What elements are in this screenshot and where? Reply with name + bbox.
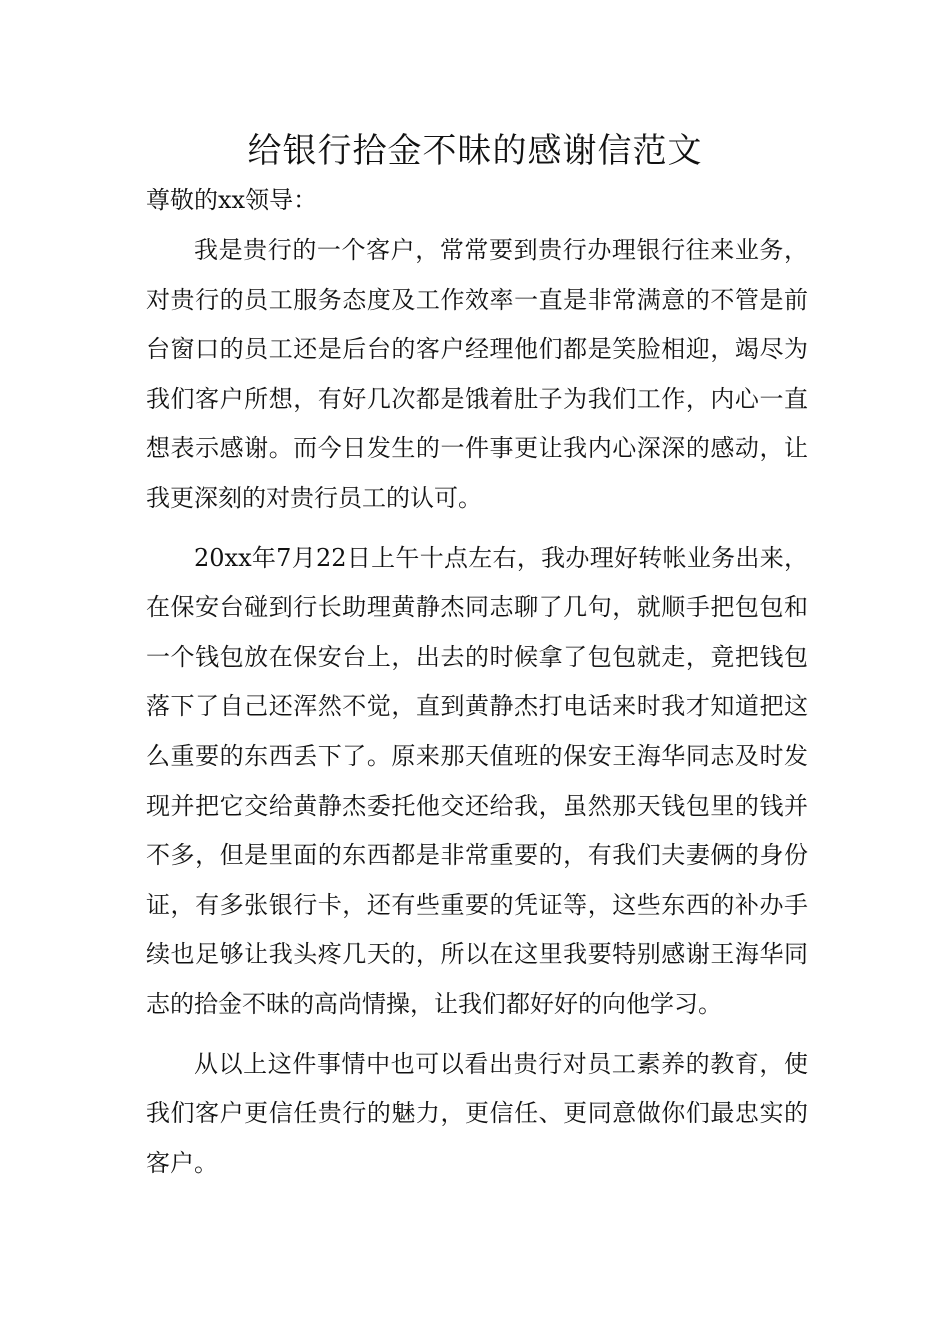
paragraph-3: 从以上这件事情中也可以看出贵行对员工素养的教育，使我们客户更信任贵行的魅力，更信任、更同意做你们最忠实的客户。 bbox=[146, 1049, 808, 1177]
paragraph-1: 我是贵行的一个客户，常常要到贵行办理银行往来业务，对贵行的员工服务态度及工作效率一直是非常满意的不管是前台窗口的员工还是后台的客户经理他们都是笑脸相迎，竭尽为我们客户所想，有好几次都是饿着肚子为我们工作，内心一直想表示感谢。而今日发生的一件事更让我内心深深的感动，让我更深刻的对贵行员工的认可。 bbox=[146, 236, 808, 512]
letter-body bbox=[146, 226, 808, 1198]
paragraph-2: 20xx年7月22日上午十点左右，我办理好转帐业务出来，在保安台碰到行长助理黄静杰同志聊了几句，就顺手把包包和一个钱包放在保安台上，出去的时候拿了包包就走，竟把钱包落下了自己还浑然不觉，直到黄静杰打电话来时我才知道把这么重要的东西丢下了。原来那天值班的保安王海华同志及时发现并把它交给黄静杰委托他交还给我，虽然那天钱包里的钱并不多，但是里面的东西都是非常重要的，有我们夫妻俩的身份证，有多张银行卡，还有些重要的凭证等，这些东西的补办手续也足够让我头疼几天的，所以在这里我要特别感谢王海华同志的拾金不昧的高尚情操，让我们都好好的向他学习。 bbox=[146, 543, 808, 1018]
document-title: 给银行拾金不昧的感谢信范文 bbox=[247, 131, 703, 171]
salutation: 尊敬的xx领导： bbox=[146, 186, 318, 214]
